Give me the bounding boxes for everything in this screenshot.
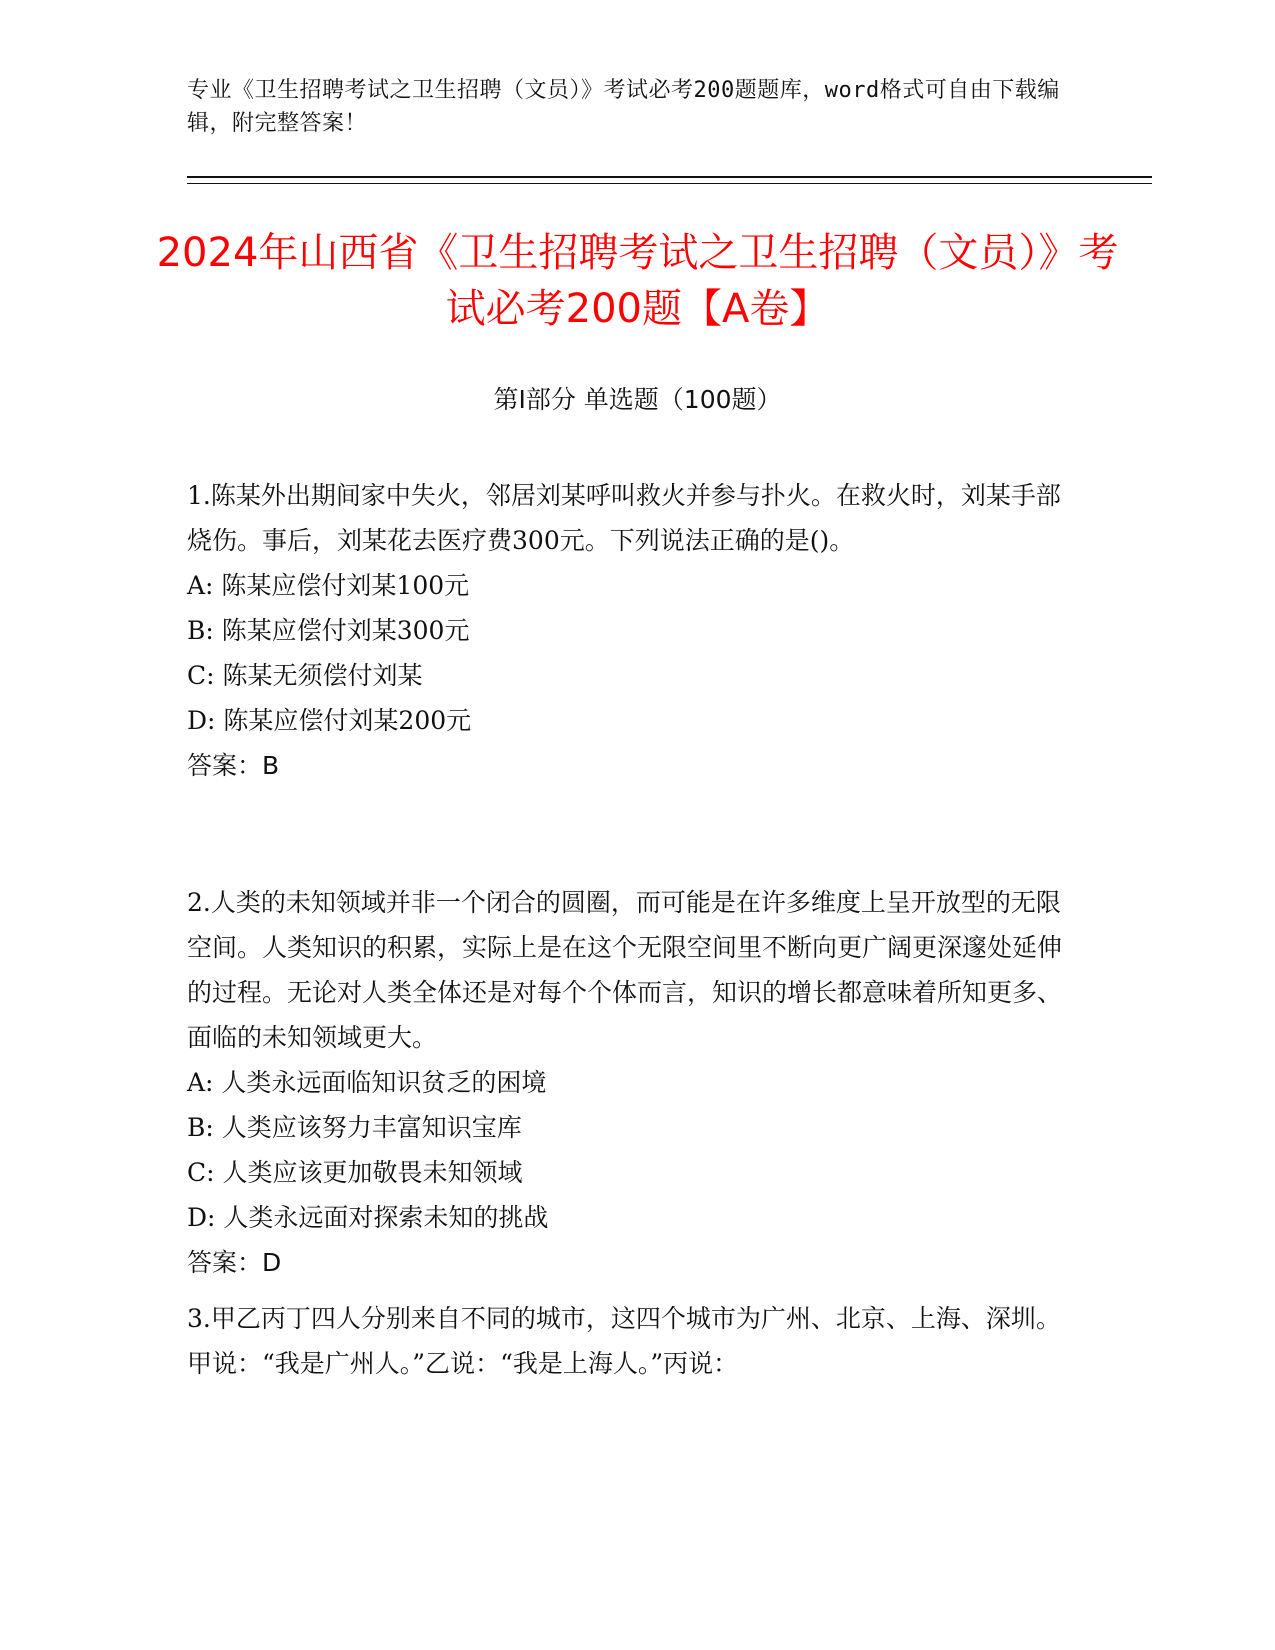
answer-line: 答案：D bbox=[187, 1248, 282, 1277]
option-b: B: 人类应该努力丰富知识宝库 bbox=[187, 1113, 522, 1142]
option-c: C: 人类应该更加敬畏未知领域 bbox=[187, 1158, 523, 1187]
question-stem: 2.人类的未知领域并非一个闭合的圆圈，而可能是在许多维度上呈开放型的无限空间。人类知识的积累，实际上是在这个无限空间里不断向更广阔更深邃处延伸的过程。无论对人类全体还是对每个个体而言，知识的增长都意味着所知更多、面临的未知领域更大。 bbox=[187, 888, 1063, 1052]
question-3 bbox=[187, 1296, 1067, 1386]
option-d: D: 人类永远面对探索未知的挑战 bbox=[187, 1203, 549, 1232]
header-rule-thick bbox=[187, 176, 1152, 178]
question-1 bbox=[187, 473, 1067, 788]
answer-line: 答案：B bbox=[187, 751, 280, 780]
question-stem: 3.甲乙丙丁四人分别来自不同的城市，这四个城市为广州、北京、上海、深圳。甲说：“我是广州人。”乙说：“我是上海人。”丙说： bbox=[187, 1304, 1061, 1378]
header-rule-thin bbox=[187, 183, 1152, 184]
question-2 bbox=[187, 880, 1067, 1285]
option-d: D: 陈某应偿付刘某200元 bbox=[187, 706, 472, 735]
section-heading: 第I部分 单选题（100题） bbox=[493, 385, 782, 414]
option-a: A: 人类永远面临知识贫乏的困境 bbox=[187, 1068, 547, 1097]
option-b: B: 陈某应偿付刘某300元 bbox=[187, 616, 470, 645]
option-c: C: 陈某无须偿付刘某 bbox=[187, 661, 423, 690]
header-note: 专业《卫生招聘考试之卫生招聘（文员）》考试必考200题题库，word格式可自由下载编辑，附完整答案！ bbox=[187, 78, 1060, 136]
option-a: A: 陈某应偿付刘某100元 bbox=[187, 571, 470, 600]
question-stem: 1.陈某外出期间家中失火，邻居刘某呼叫救火并参与扑火。在救火时，刘某手部烧伤。事后，刘某花去医疗费300元。下列说法正确的是()。 bbox=[187, 481, 1061, 555]
document-title: 2024年山西省《卫生招聘考试之卫生招聘（文员）》考试必考200题【A卷】 bbox=[156, 230, 1119, 332]
